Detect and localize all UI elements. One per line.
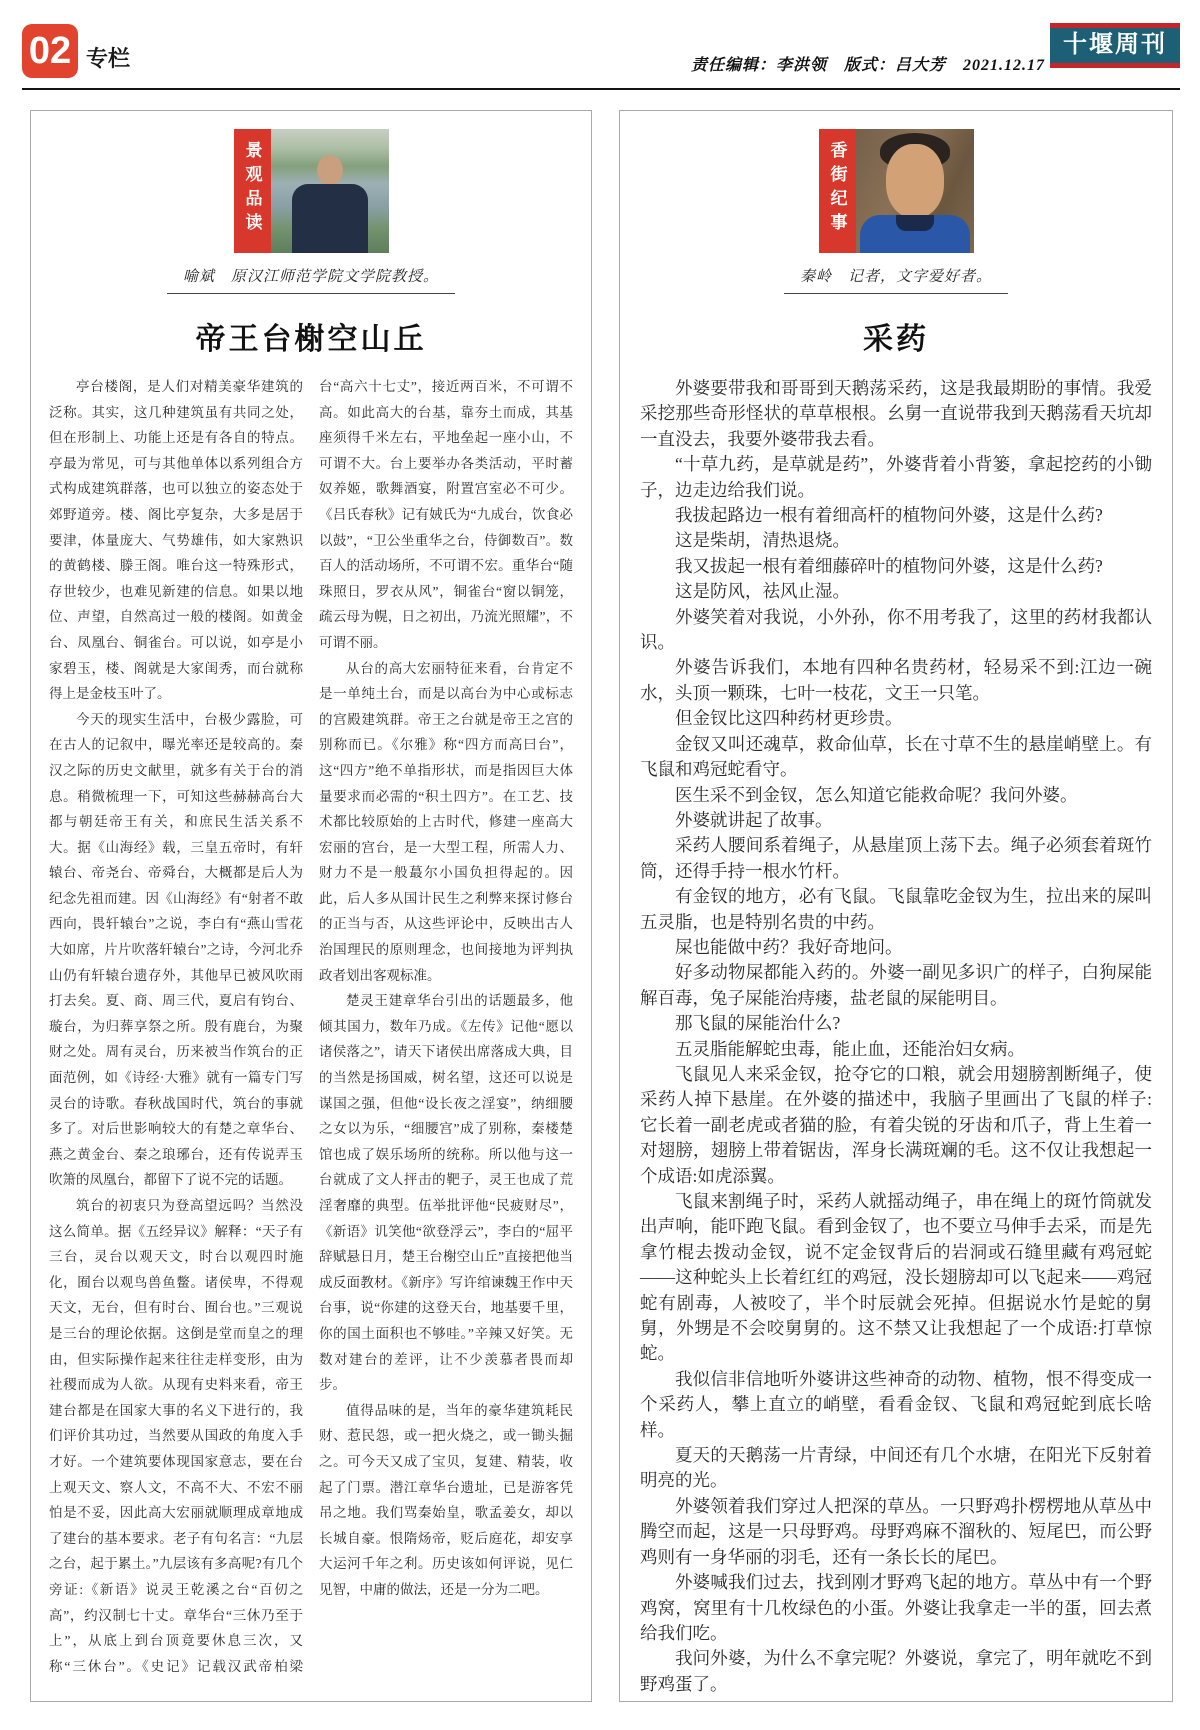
paragraph: 值得品味的是，当年的豪华建筑耗民财、惹民怨，或一把火烧之，或一锄头掘之。可今天又成了宝贝，复建、精装，收起了门票。潜江章华台遗址，已是游客凭吊之地。我们骂秦始皇，歌孟姜女，却以长城自豪。恨隋炀帝，贬后庭花，却安享大运河千年之利。历史该如何评说，见仁见智，中庸的做法，还是一分为二吧。: [319, 1402, 573, 1597]
paragraph: “十草九药，是草就是药”，外婆背着小背篓，拿起挖药的小锄子，边走边给我们说。: [640, 454, 1152, 500]
column-tag-left: 景观品读: [234, 129, 271, 253]
article-title-right: 采药: [863, 323, 929, 356]
paragraph: 医生采不到金钗，怎么知道它能救命呢？我问外婆。: [675, 784, 1078, 805]
article-right: [619, 110, 1173, 1702]
paragraph: 但金钗比这四种药材更珍贵。: [675, 708, 903, 729]
article-left: [30, 110, 592, 1702]
paragraph: 飞鼠见人来采金钗，抢夺它的口粮，就会用翅膀割断绳子，使采药人掉下悬崖。在外婆的描述中，我脑子里画出了飞鼠的样子:它长着一副老虎或者猫的脸，有着尖锐的牙齿和爪子，背上生着一对翅膀，翅膀上带着锯齿，浑身长满斑斓的毛。这不仅让我想起一个成语:如虎添翼。: [640, 1063, 1152, 1186]
editor-line: 责任编辑：李洪领 版式：吕大芳 2021.12.17: [690, 57, 1045, 74]
portrait-torso: [292, 184, 368, 253]
masthead-logo: [1050, 23, 1180, 68]
paragraph: 外婆就讲起了故事。: [675, 809, 833, 830]
paragraph: 屎也能做中药？我好奇地问。: [675, 936, 903, 957]
paragraph: 今天的现实生活中，台极少露脸，可在古人的记叙中，曝光率还是较高的。秦汉之际的历史文献里，就多有关于台的消息。稍微梳理一下，可知这些赫赫高台大都与朝廷帝王有关，和庶民生活关系不大。据《山海经》载，三皇五帝时，有轩辕台、帝尧台、帝舜台，大概都是后人为纪念先祖而建。因《山海经》有“射者不敢西向，畏轩辕台”之说，李白有“燕山雪花大如席，片片吹落轩辕台”之诗，今河北乔山仍有轩辕台遗存外，其他早已被风吹雨打去矣。夏、商、周三代，夏启有钧台、璇台，为归葬享祭之所。殷有鹿台，为聚财之处。周有灵台，历来被当作筑台的正面范例，如《诗经·大雅》就有一篇专门写灵台的诗歌。春秋战国时代，筑台的事就多了。对后世影响较大的有楚之章华台、燕之黄金台、秦之琅琊台，还有传说弄玉吹箫的凤凰台，都留下了说不完的话题。: [49, 711, 303, 1188]
article-right-header: [620, 129, 1172, 253]
header-rule: [22, 88, 1180, 90]
article-body-right: [640, 376, 1152, 1697]
article-title-left: 帝王台榭空山丘: [195, 323, 427, 356]
paragraph: 这是防风，祛风止湿。: [675, 581, 850, 602]
paragraph: 金钗又叫还魂草，救命仙草，长在寸草不生的悬崖峭壁上。有飞鼠和鸡冠蛇看守。: [640, 733, 1152, 780]
paragraph: 楚灵王建章华台引出的话题最多，他倾其国力，数年乃成。《左传》记他“愿以诸侯落之”，请天下诸侯出席落成大典，目的当然是扬国威，树名望，这还可以说是谋国之强，但他“设长夜之淫宴”，纳细腰之女以为乐，“细腰宫”成了别称，秦楼楚馆也成了娱乐场所的统称。所以他与这一台就成了文人抨击的靶子，灵王也成了荒淫奢靡的典型。伍举批评他“民疲财尽”，《新语》讥笑他“欲登浮云”，李白的“屈平辞赋悬日月，楚王台榭空山丘”直接把他当成反面教材。《新序》写许绾谏魏王作中天台事，说“你建的这登天台，地基要千里，你的国土面积也不够哇。”辛辣又好笑。无数对建台的差评，让不少羡慕者畏而却步。: [319, 993, 573, 1393]
paragraph: 我问外婆，为什么不拿完呢？外婆说，拿完了，明年就吃不到野鸡蛋了。: [640, 1648, 1152, 1694]
section-title: 专栏: [86, 46, 131, 71]
paragraph: 这是柴胡，清热退烧。: [675, 530, 850, 551]
paragraph: 好多动物屎都能入药的。外婆一副见多识广的样子，白狗屎能解百毒，兔子屎能治痔瘘，盐老鼠的屎能明目。: [640, 962, 1152, 1008]
author-photo-left: [271, 129, 389, 253]
column-tag-right: 香街纪事: [819, 129, 856, 253]
paragraph: 筑台的初衷只为登高望远吗？当然没这么简单。据《五经异议》解释：“天子有三台，灵台以观天文，时台以观四时施化，囿台以观鸟兽鱼鳖。诸侯卑，不得观天文，无台，但有时台、囿台也。”三观说是三台的理论依据。这倒是堂而皇之的理由，但实际操作起来往往走样变形，由为社稷而成为人欲。从现有史料来看，帝王建台都是在国家大事的名义下进行的，我们评价其功过，当然要从国政的角度入手才好。一个建筑要体现国家意志，要在台上观天文、察人文，不高不大、不宏不丽怕是不妥，因此高大宏丽就顺理成章地成了建台的基本要求。老子有句名言：“九层之台，起于累土。”九层该有多高呢?有几个旁证:《新语》说灵王乾溪之台“百仞之高”，约汉制七十丈。章华台“三休乃至于上”，从底上到台顶竟要休息三次，又称“三休台”。《史记》记载汉武帝柏梁台“高六十七丈”，接近两百米，不可谓不高。如此高大的台基，靠夯土而成，其基座须得千米左右，平地垒起一座小山，不可谓不大。台上要举办各类活动，平时蓄奴养姬，歌舞酒宴，附置宫室必不可少。《吕氏春秋》记有娀氏为“九成台，饮食必以鼓”，“卫公坐重华之台，侍御数百”。数百人的活动场所，不可谓不宏。重华台“随珠照日，罗衣从风”，铜雀台“窗以铜笼，疏云母为幌，日之初出，乃流光照耀”，不可谓不丽。: [49, 379, 573, 1674]
paragraph: 从台的高大宏丽特征来看，台肯定不是一单纯土台，而是以高台为中心或标志的宫殿建筑群。帝王之台就是帝王之宫的别称而已。《尔雅》称“四方而高曰台”，这“四方”绝不单指形状，而是指因巨大体量要求而必需的“积土四方”。在工艺、技术都比较原始的上古时代，修建一座高大宏丽的宫台，是一大型工程，所需人力、财力不是一般蕞尔小国负担得起的。因此，后人多从国计民生之利弊来探讨修台的正当与否，从这些评论中，反映出古人治国理民的原则理念，也间接地为评判执政者划出客观标准。: [319, 660, 573, 983]
paragraph: 外婆告诉我们，本地有四种名贵药材，轻易采不到:江边一碗水，头顶一颗珠，七叶一枝花，文王一只笔。: [640, 657, 1152, 703]
author-photo-right: [856, 129, 974, 253]
portrait-head: [317, 155, 343, 186]
byline-left-text: 喻斌 原汉江师范学院文学院教授。: [167, 265, 455, 294]
paragraph: 那飞鼠的屎能治什么?: [675, 1013, 841, 1034]
paragraph: 采药人腰间系着绳子，从悬崖顶上荡下去。绳子必须套着斑竹筒，还得手持一根水竹杆。: [640, 835, 1152, 881]
paragraph: 我拔起路边一根有着细高杆的植物问外婆，这是什么药?: [675, 505, 1103, 526]
paragraph: 我似信非信地听外婆讲这些神奇的动物、植物，恨不得变成一个采药人，攀上直立的峭壁，看看金钗、飞鼠和鸡冠蛇到底长啥样。: [640, 1368, 1152, 1440]
page-number-badge: 02: [22, 24, 78, 78]
paragraph: 有金钗的地方，必有飞鼠。飞鼠靠吃金钗为生，拉出来的屎叫五灵脂，也是特别名贵的中药。: [640, 886, 1152, 932]
byline-right: [620, 265, 1172, 294]
paragraph: 五灵脂能解蛇虫毒，能止血，还能治妇女病。: [675, 1038, 1025, 1059]
masthead-text: 十堰周刊: [1063, 32, 1167, 58]
article-body-left: [49, 374, 573, 1704]
byline-left: [31, 265, 591, 294]
portrait-collar: [896, 215, 934, 231]
byline-right-text: 秦岭 记者，文字爱好者。: [784, 265, 1008, 294]
paragraph: 外婆要带我和哥哥到天鹅荡采药，这是我最期盼的事情。我爱采挖那些奇形怪状的草草根根。幺舅一直说带我到天鹅荡看天坑却一直没去，我要外婆带我去看。: [640, 378, 1152, 449]
paragraph: 外婆领着我们穿过人把深的草丛。一只野鸡扑楞楞地从草丛中腾空而起，这是一只母野鸡。母野鸡麻不溜秋的、短尾巴，而公野鸡则有一身华丽的羽毛，还有一条长长的尾巴。: [640, 1495, 1152, 1567]
paragraph: 夏天的天鹅荡一片青绿，中间还有几个水塘，在阳光下反射着明亮的光。: [640, 1445, 1152, 1491]
paragraph: 外婆笑着对我说，小外孙，你不用考我了，这里的药材我都认识。: [640, 606, 1152, 653]
article-left-header: [31, 129, 591, 253]
paragraph: 我又拔起一根有着细藤碎叶的植物问外婆，这是什么药?: [675, 555, 1103, 576]
paragraph: 亭台楼阁，是人们对精美豪华建筑的泛称。其实，这几种建筑虽有共同之处，但在形制上、功能上还是有各自的特点。亭最为常见，可与其他单体以系列组合方式构成建筑群落，也可以独立的姿态处于郊野道旁。楼、阁比亭复杂，大多是居于要津，体量庞大、气势雄伟，如大家熟识的黄鹤楼、滕王阁。唯台这一特殊形式，存世较少，也难见新建的信息。如果以地位、声望，自然高过一般的楼阁。如黄金台、凤凰台、铜雀台。可以说，如亭是小家碧玉，楼、阁就是大家闺秀，而台就称得上是金枝玉叶了。: [49, 379, 303, 702]
paragraph: 飞鼠来割绳子时，采药人就摇动绳子，串在绳上的斑竹筒就发出声响，能吓跑飞鼠。看到金钗了，也不要立马伸手去采，而是先拿竹棍去拨动金钗，说不定金钗背后的岩洞或石缝里藏有鸡冠蛇——这种蛇头上长着红红的鸡冠，没长翅膀却可以飞起来——鸡冠蛇有剧毒，人被咬了，半个时辰就会死掉。但据说水竹是蛇的舅舅，外甥是不会咬舅舅的。这不禁又让我想起了一个成语:打草惊蛇。: [640, 1191, 1152, 1364]
paragraph: 外婆喊我们过去，找到刚才野鸡飞起的地方。草丛中有一个野鸡窝，窝里有十几枚绿色的小蛋。外婆让我拿走一半的蛋，回去煮给我们吃。: [640, 1572, 1152, 1643]
portrait-face: [886, 144, 944, 218]
